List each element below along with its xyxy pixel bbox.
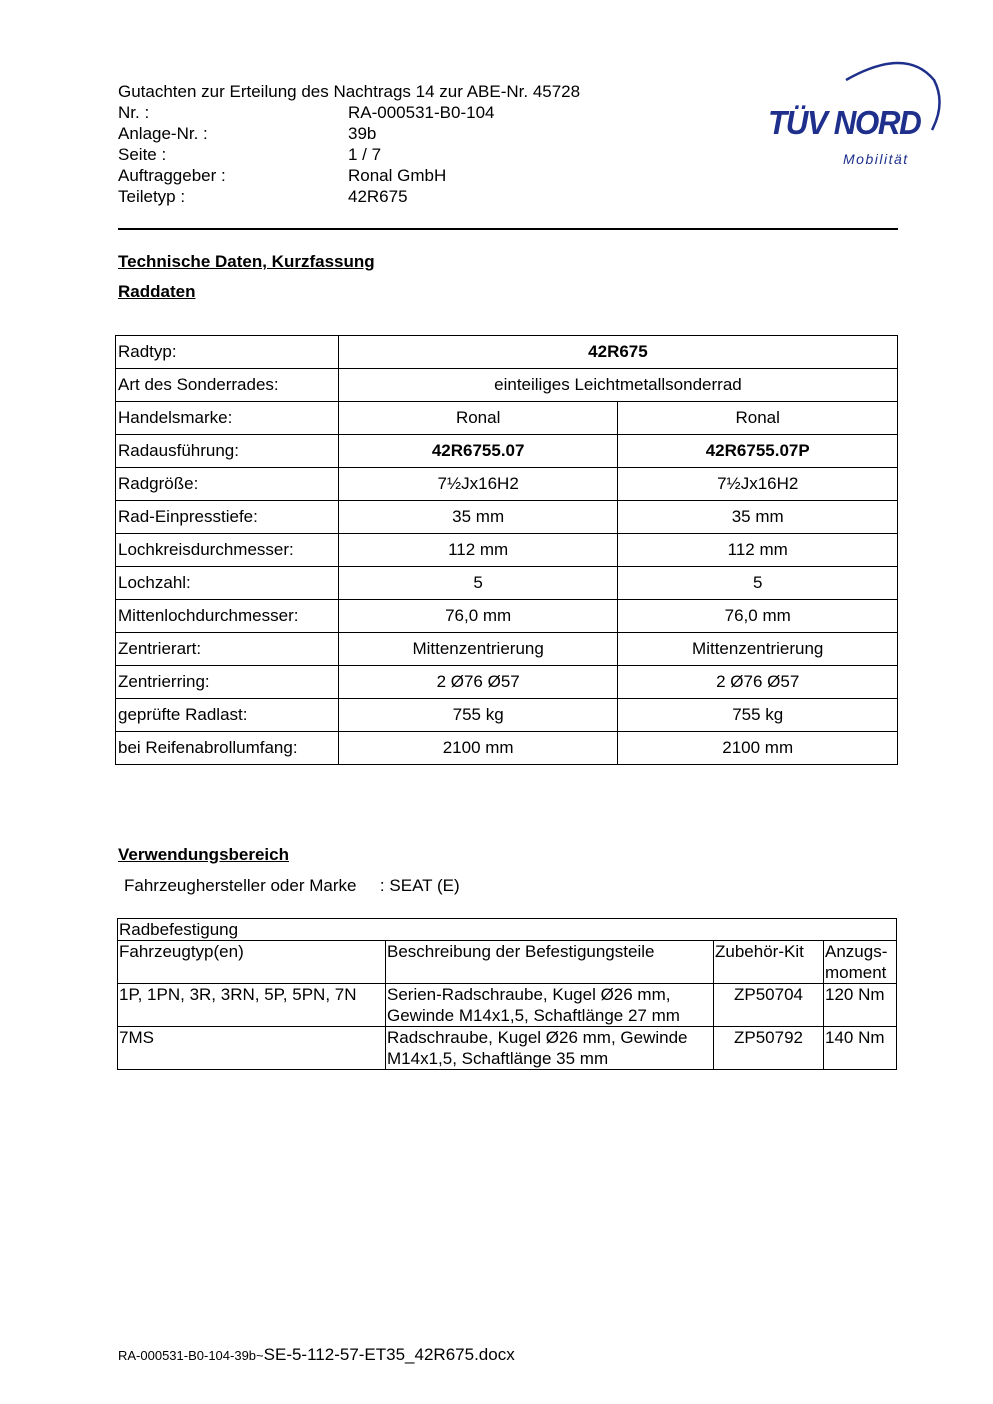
header-label: Anlage-Nr. :: [118, 124, 208, 143]
cell-value: 755 kg: [618, 699, 898, 732]
section-title-verwendungsbereich: Verwendungsbereich: [118, 845, 289, 864]
art-value: einteiliges Leichtmetallsonderrad: [338, 369, 897, 402]
manufacturer-line: [124, 876, 460, 896]
cell-value: 112 mm: [338, 534, 618, 567]
row-label: Art des Sonderrades:: [116, 369, 339, 402]
cell-value: Ronal: [338, 402, 618, 435]
cell-value: 42R6755.07: [338, 435, 618, 468]
table-header-row: [118, 941, 897, 984]
header-value: 39b: [348, 124, 377, 143]
cell-beschreibung: Serien-Radschraube, Kugel Ø26 mm, Gewinde M14x1,5, Schaftlänge 27 mm: [386, 984, 714, 1027]
table-row: [116, 699, 898, 732]
row-label: Zentrierring:: [116, 666, 339, 699]
table-row: [116, 600, 898, 633]
cell-beschreibung: Radschraube, Kugel Ø26 mm, Gewinde M14x1,5, Schaftlänge 35 mm: [386, 1027, 714, 1070]
cell-value: 5: [338, 567, 618, 600]
table-row: [116, 468, 898, 501]
row-label: Lochzahl:: [116, 567, 339, 600]
header-row-auftraggeber: [118, 165, 580, 186]
row-label: geprüfte Radlast:: [116, 699, 339, 732]
table-row: [116, 369, 898, 402]
header-value: Ronal GmbH: [348, 166, 447, 185]
document-header: [118, 81, 580, 207]
header-row-teiletyp: [118, 186, 580, 207]
table-row: [116, 732, 898, 765]
cell-moment: 120 Nm: [824, 984, 897, 1027]
manufacturer-separator: :: [379, 876, 385, 895]
cell-fahrzeugtyp: 1P, 1PN, 3R, 3RN, 5P, 5PN, 7N: [118, 984, 386, 1027]
raddaten-table: [115, 335, 898, 765]
manufacturer-value: SEAT (E): [389, 876, 460, 895]
cell-value: 7½Jx16H2: [338, 468, 618, 501]
table-row: [116, 402, 898, 435]
cell-value: 2 Ø76 Ø57: [338, 666, 618, 699]
cell-value: Mittenzentrierung: [338, 633, 618, 666]
table-row: [118, 984, 897, 1027]
column-header: Anzugs-moment: [824, 941, 897, 984]
document-title: Gutachten zur Erteilung des Nachtrags 14 zur ABE-Nr. 45728: [118, 82, 581, 101]
row-label: Lochkreisdurchmesser:: [116, 534, 339, 567]
table-caption-row: [118, 919, 897, 941]
footer-file: SE-5-112-57-ET35_42R675.docx: [263, 1345, 515, 1364]
row-label: Radausführung:: [116, 435, 339, 468]
cell-value: 112 mm: [618, 534, 898, 567]
header-label: Auftraggeber :: [118, 166, 226, 185]
cell-value: Mittenzentrierung: [618, 633, 898, 666]
cell-value: 76,0 mm: [338, 600, 618, 633]
header-row-anlage: [118, 123, 580, 144]
table-row: [116, 501, 898, 534]
row-label: Radgröße:: [116, 468, 339, 501]
section-title-technische-daten: Technische Daten, Kurzfassung: [118, 252, 375, 271]
header-label: Seite :: [118, 145, 167, 164]
logo-subtitle: Mobilität: [843, 151, 909, 167]
cell-moment: 140 Nm: [824, 1027, 897, 1070]
row-label: Radtyp:: [116, 336, 339, 369]
header-value: 1 / 7: [348, 145, 382, 164]
header-label: Teiletyp :: [118, 187, 186, 206]
section-subtitle-raddaten: Raddaten: [118, 282, 196, 301]
column-header: Fahrzeugtyp(en): [118, 941, 386, 984]
logo-brand: TÜV NORD: [768, 104, 921, 141]
column-header: Beschreibung der Befestigungsteile: [386, 941, 714, 984]
table-row: [118, 1027, 897, 1070]
row-label: Rad-Einpresstiefe:: [116, 501, 339, 534]
radbefestigung-table: [117, 918, 897, 1070]
cell-value: 35 mm: [338, 501, 618, 534]
header-row-nr: [118, 102, 580, 123]
manufacturer-label: Fahrzeughersteller oder Marke: [124, 876, 357, 895]
tuv-nord-logo: [766, 58, 946, 173]
cell-value: 755 kg: [338, 699, 618, 732]
header-value: 42R675: [348, 187, 408, 206]
table-row: [116, 666, 898, 699]
row-label: bei Reifenabrollumfang:: [116, 732, 339, 765]
table-row: [116, 567, 898, 600]
cell-value: 2100 mm: [618, 732, 898, 765]
cell-value: 35 mm: [618, 501, 898, 534]
radtyp-value: 42R675: [338, 336, 897, 369]
header-label: Nr. :: [118, 103, 150, 122]
header-divider: [118, 228, 898, 230]
table-caption: Radbefestigung: [118, 919, 897, 941]
cell-value: 2 Ø76 Ø57: [618, 666, 898, 699]
footer-filename: [118, 1345, 515, 1365]
row-label: Mittenlochdurchmesser:: [116, 600, 339, 633]
cell-value: Ronal: [618, 402, 898, 435]
footer-prefix: RA-000531-B0-104-39b~: [118, 1348, 264, 1363]
cell-fahrzeugtyp: 7MS: [118, 1027, 386, 1070]
cell-value: 76,0 mm: [618, 600, 898, 633]
cell-value: 5: [618, 567, 898, 600]
column-header: Zubehör-Kit: [714, 941, 824, 984]
table-row: [116, 633, 898, 666]
cell-value: 2100 mm: [338, 732, 618, 765]
row-label: Zentrierart:: [116, 633, 339, 666]
table-row: [116, 435, 898, 468]
header-value: RA-000531-B0-104: [348, 103, 495, 122]
row-label: Handelsmarke:: [116, 402, 339, 435]
cell-kit: ZP50792: [714, 1027, 824, 1070]
cell-kit: ZP50704: [714, 984, 824, 1027]
cell-value: 7½Jx16H2: [618, 468, 898, 501]
table-row: [116, 336, 898, 369]
cell-value: 42R6755.07P: [618, 435, 898, 468]
header-row-seite: [118, 144, 580, 165]
table-row: [116, 534, 898, 567]
